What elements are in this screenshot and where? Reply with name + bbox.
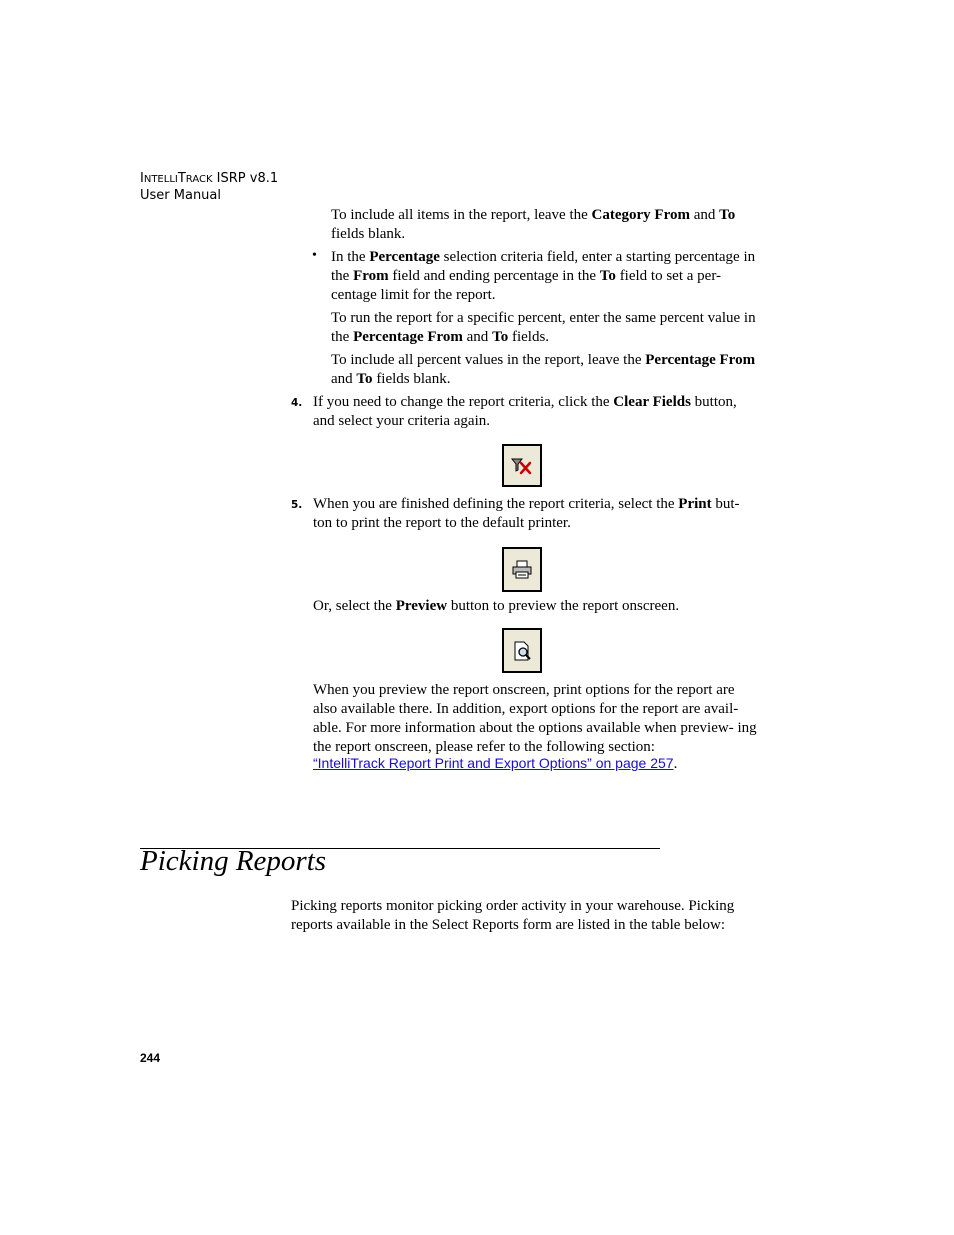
bullet-percentage: In the Percentage selection criteria field, enter a starting percentage in the From field and ending percentage in the To field to set a per- centage limit for the report.	[331, 249, 756, 303]
preview-button[interactable]	[502, 628, 542, 673]
paragraph-preview-options: When you preview the report onscreen, print options for the report are also available there. In addition, export options for the report are avail- able. For more information about the options available when preview- ing the report onscreen, please refer to the following section:	[313, 682, 757, 755]
step-5-text: When you are finished defining the report criteria, select the Print but- ton to print the report to the default printer.	[313, 496, 740, 531]
step-4-number: 4.	[291, 397, 303, 409]
section-intro: Picking reports monitor picking order activity in your warehouse. Picking reports available in the Select Reports form are listed in the table below:	[291, 898, 735, 933]
header-prefix: I	[140, 171, 144, 186]
print-export-options-link[interactable]: “IntelliTrack Report Print and Export Options” on page 257	[313, 755, 674, 771]
paragraph-specific-percent: To run the report for a specific percent, enter the same percent value in the Percentage From and To fields.	[331, 310, 756, 345]
print-icon	[511, 560, 533, 580]
step-4-text: If you need to change the report criteria, click the Clear Fields button, and select your criteria again.	[313, 394, 737, 429]
link-line: “IntelliTrack Report Print and Export Options” on page 257.	[313, 755, 678, 772]
section-heading: Picking Reports	[140, 845, 327, 877]
header-mid: T	[177, 171, 186, 186]
header-small-1: NTELLI	[143, 174, 178, 185]
paragraph-all-percent: To include all percent values in the report, leave the Percentage From and To fields blank.	[331, 352, 756, 387]
clear-fields-button[interactable]	[502, 444, 542, 487]
preview-text: Or, select the Preview button to preview the report onscreen.	[313, 598, 680, 614]
page-number: 244	[140, 1051, 161, 1065]
running-header-title	[140, 170, 278, 188]
running-header-subtitle: User Manual	[140, 188, 222, 203]
clear-fields-icon	[510, 456, 534, 476]
bullet-symbol: •	[312, 248, 317, 263]
header-rest: ISRP v8.1	[212, 171, 279, 186]
paragraph-category: To include all items in the report, leave the Category From and To fields blank.	[331, 207, 736, 242]
step-5-number: 5.	[291, 499, 303, 511]
print-button[interactable]	[502, 547, 542, 592]
preview-icon	[511, 640, 533, 662]
header-small-2: RACK	[185, 174, 213, 185]
